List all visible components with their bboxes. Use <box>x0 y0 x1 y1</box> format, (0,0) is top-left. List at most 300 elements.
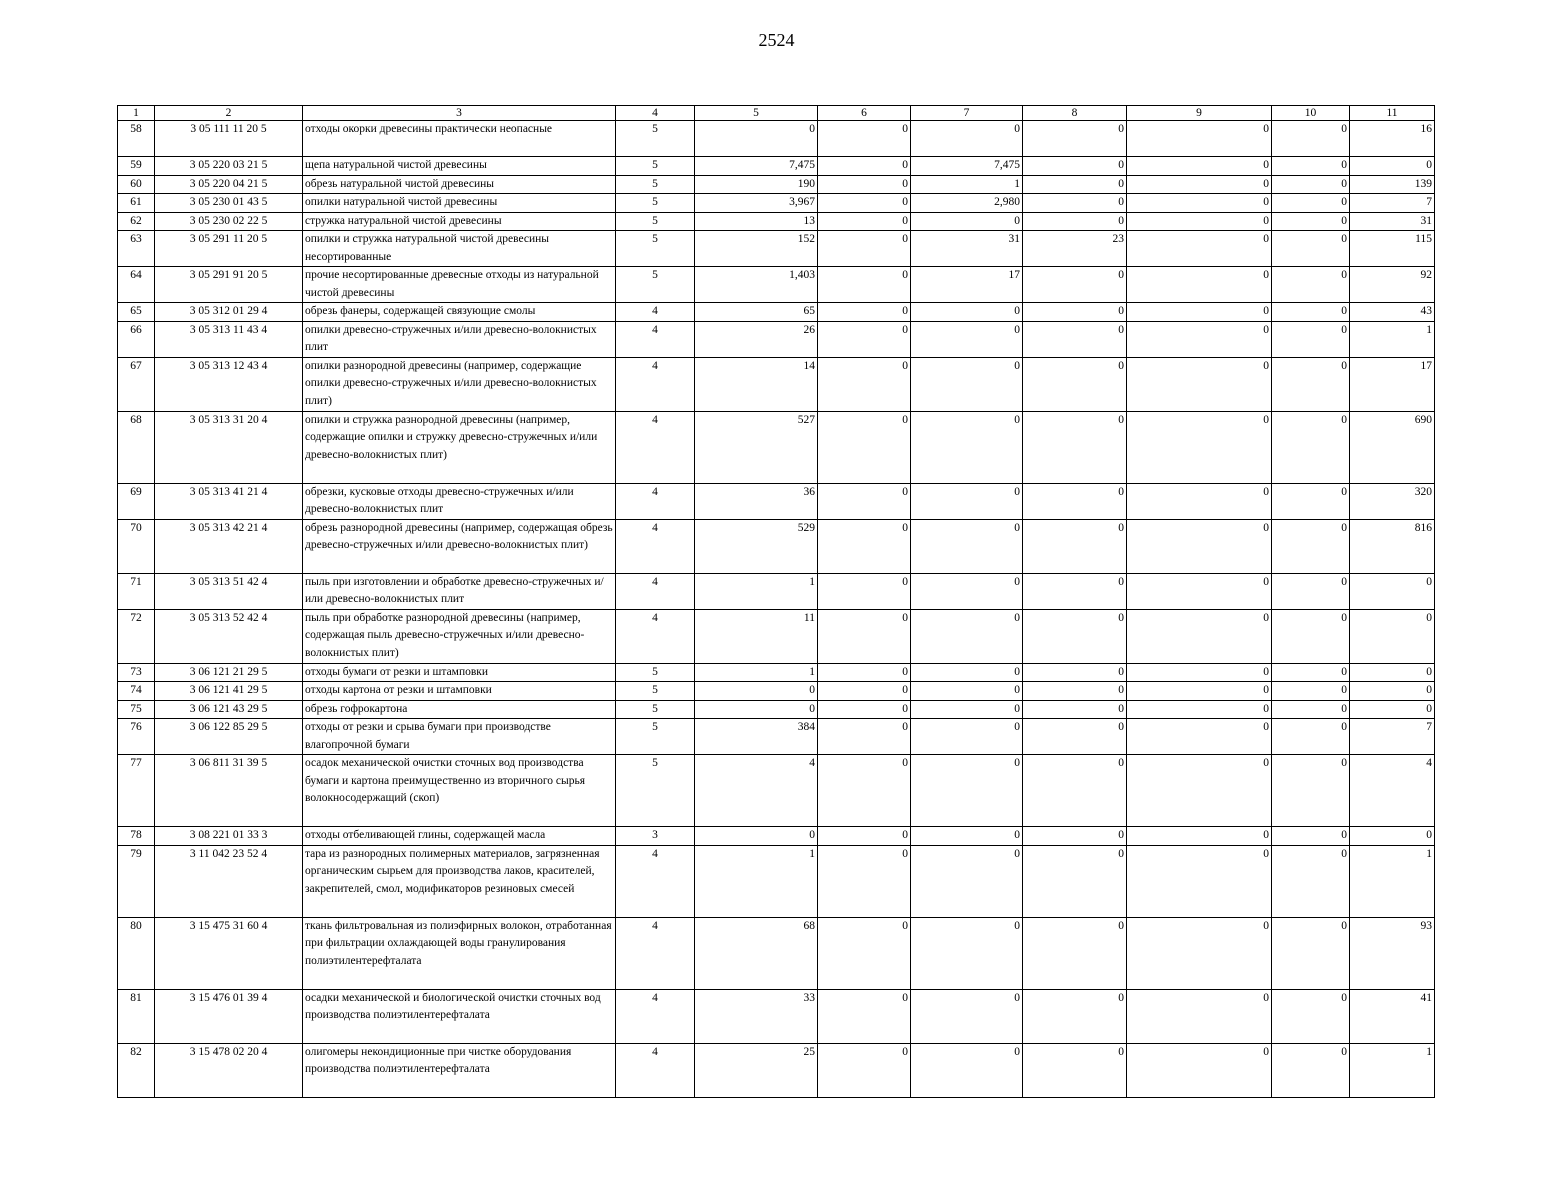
value-cell: 43 <box>1350 303 1435 322</box>
value-cell: 7,475 <box>911 157 1023 176</box>
row-number-cell: 76 <box>118 719 155 755</box>
value-cell: 0 <box>911 663 1023 682</box>
table-row <box>118 609 1435 663</box>
table-row <box>118 121 1435 157</box>
table-body <box>118 106 1435 1098</box>
waste-code-cell: 3 05 291 91 20 5 <box>155 267 303 303</box>
table-row <box>118 175 1435 194</box>
value-cell: 0 <box>1023 917 1127 989</box>
row-number-cell: 74 <box>118 682 155 701</box>
value-cell: 0 <box>1023 483 1127 519</box>
hazard-class-cell: 4 <box>616 1043 695 1097</box>
value-cell: 0 <box>695 121 818 157</box>
table-row <box>118 267 1435 303</box>
value-cell: 0 <box>818 609 911 663</box>
column-header: 10 <box>1272 106 1350 121</box>
value-cell: 0 <box>1127 682 1272 701</box>
waste-name-cell: тара из разнородных полимерных материалов, загрязненная органическим сырьем для производства лаков, красителей, закрепителей, смол, модификаторов резиновых смесей <box>303 845 616 917</box>
value-cell: 0 <box>1272 917 1350 989</box>
table-header-row <box>118 106 1435 121</box>
value-cell: 0 <box>911 845 1023 917</box>
waste-code-cell: 3 15 476 01 39 4 <box>155 989 303 1043</box>
value-cell: 0 <box>911 212 1023 231</box>
value-cell: 384 <box>695 719 818 755</box>
row-number-cell: 67 <box>118 357 155 411</box>
value-cell: 0 <box>1127 917 1272 989</box>
hazard-class-cell: 4 <box>616 483 695 519</box>
table-row <box>118 845 1435 917</box>
value-cell: 65 <box>695 303 818 322</box>
value-cell: 0 <box>818 663 911 682</box>
waste-name-cell: опилки и стружка натуральной чистой древесины несортированные <box>303 231 616 267</box>
hazard-class-cell: 4 <box>616 321 695 357</box>
value-cell: 2,980 <box>911 194 1023 213</box>
row-number-cell: 62 <box>118 212 155 231</box>
table-row <box>118 682 1435 701</box>
waste-name-cell: обрезь разнородной древесины (например, содержащая обрезь древесно-стружечных и/или древесно-волокнистых плит) <box>303 519 616 573</box>
value-cell: 41 <box>1350 989 1435 1043</box>
value-cell: 0 <box>1272 157 1350 176</box>
value-cell: 0 <box>1127 175 1272 194</box>
value-cell: 0 <box>818 573 911 609</box>
value-cell: 1 <box>911 175 1023 194</box>
value-cell: 1 <box>695 573 818 609</box>
waste-code-cell: 3 05 313 42 21 4 <box>155 519 303 573</box>
value-cell: 0 <box>1023 321 1127 357</box>
value-cell: 0 <box>1350 573 1435 609</box>
table-row <box>118 700 1435 719</box>
value-cell: 0 <box>1127 845 1272 917</box>
row-number-cell: 75 <box>118 700 155 719</box>
value-cell: 0 <box>1350 827 1435 846</box>
value-cell: 0 <box>1272 175 1350 194</box>
waste-code-cell: 3 06 122 85 29 5 <box>155 719 303 755</box>
row-number-cell: 80 <box>118 917 155 989</box>
value-cell: 0 <box>911 827 1023 846</box>
value-cell: 0 <box>1272 121 1350 157</box>
value-cell: 0 <box>1023 609 1127 663</box>
column-header: 2 <box>155 106 303 121</box>
value-cell: 0 <box>1272 303 1350 322</box>
value-cell: 0 <box>818 303 911 322</box>
value-cell: 0 <box>1023 845 1127 917</box>
waste-code-cell: 3 06 121 21 29 5 <box>155 663 303 682</box>
value-cell: 0 <box>818 157 911 176</box>
value-cell: 0 <box>818 267 911 303</box>
waste-name-cell: отходы от резки и срыва бумаги при производстве влагопрочной бумаги <box>303 719 616 755</box>
waste-code-cell: 3 06 811 31 39 5 <box>155 755 303 827</box>
hazard-class-cell: 4 <box>616 357 695 411</box>
value-cell: 3,967 <box>695 194 818 213</box>
page-number: 2524 <box>758 30 795 50</box>
value-cell: 0 <box>1023 827 1127 846</box>
value-cell: 0 <box>695 682 818 701</box>
value-cell: 0 <box>1023 519 1127 573</box>
hazard-class-cell: 4 <box>616 609 695 663</box>
waste-name-cell: осадки механической и биологической очистки сточных вод производства полиэтилентерефталата <box>303 989 616 1043</box>
row-number-cell: 79 <box>118 845 155 917</box>
waste-code-cell: 3 06 121 43 29 5 <box>155 700 303 719</box>
value-cell: 36 <box>695 483 818 519</box>
value-cell: 0 <box>1272 411 1350 483</box>
value-cell: 0 <box>1023 303 1127 322</box>
value-cell: 0 <box>818 827 911 846</box>
value-cell: 68 <box>695 917 818 989</box>
value-cell: 0 <box>695 827 818 846</box>
waste-table <box>117 105 1435 1098</box>
value-cell: 93 <box>1350 917 1435 989</box>
row-number-cell: 65 <box>118 303 155 322</box>
value-cell: 0 <box>911 917 1023 989</box>
hazard-class-cell: 4 <box>616 917 695 989</box>
value-cell: 7 <box>1350 719 1435 755</box>
hazard-class-cell: 5 <box>616 755 695 827</box>
value-cell: 0 <box>1127 483 1272 519</box>
hazard-class-cell: 5 <box>616 212 695 231</box>
value-cell: 1 <box>695 845 818 917</box>
value-cell: 0 <box>1272 1043 1350 1097</box>
value-cell: 0 <box>1272 194 1350 213</box>
table-row <box>118 663 1435 682</box>
value-cell: 527 <box>695 411 818 483</box>
value-cell: 0 <box>1350 682 1435 701</box>
column-header: 9 <box>1127 106 1272 121</box>
value-cell: 0 <box>1127 609 1272 663</box>
value-cell: 0 <box>1127 231 1272 267</box>
waste-name-cell: осадок механической очистки сточных вод производства бумаги и картона преимущественно из вторичного сырья волокносодержащий (скоп) <box>303 755 616 827</box>
column-header: 7 <box>911 106 1023 121</box>
value-cell: 0 <box>1272 212 1350 231</box>
value-cell: 0 <box>1272 682 1350 701</box>
value-cell: 0 <box>1023 1043 1127 1097</box>
table-row <box>118 1043 1435 1097</box>
waste-code-cell: 3 05 313 41 21 4 <box>155 483 303 519</box>
waste-name-cell: опилки древесно-стружечных и/или древесно-волокнистых плит <box>303 321 616 357</box>
waste-code-cell: 3 05 230 01 43 5 <box>155 194 303 213</box>
value-cell: 0 <box>818 231 911 267</box>
column-header: 3 <box>303 106 616 121</box>
hazard-class-cell: 5 <box>616 121 695 157</box>
value-cell: 0 <box>1127 1043 1272 1097</box>
hazard-class-cell: 3 <box>616 827 695 846</box>
value-cell: 0 <box>911 989 1023 1043</box>
waste-name-cell: олигомеры некондиционные при чистке оборудования производства полиэтилентерефталата <box>303 1043 616 1097</box>
value-cell: 0 <box>1023 267 1127 303</box>
value-cell: 0 <box>818 1043 911 1097</box>
hazard-class-cell: 5 <box>616 231 695 267</box>
waste-code-cell: 3 05 230 02 22 5 <box>155 212 303 231</box>
value-cell: 92 <box>1350 267 1435 303</box>
waste-name-cell: отходы окорки древесины практически неопасные <box>303 121 616 157</box>
value-cell: 0 <box>1127 573 1272 609</box>
waste-code-cell: 3 05 313 12 43 4 <box>155 357 303 411</box>
value-cell: 0 <box>911 573 1023 609</box>
hazard-class-cell: 4 <box>616 845 695 917</box>
value-cell: 115 <box>1350 231 1435 267</box>
value-cell: 0 <box>1272 357 1350 411</box>
value-cell: 0 <box>911 719 1023 755</box>
waste-code-cell: 3 15 478 02 20 4 <box>155 1043 303 1097</box>
value-cell: 0 <box>1272 573 1350 609</box>
value-cell: 4 <box>695 755 818 827</box>
hazard-class-cell: 5 <box>616 267 695 303</box>
value-cell: 0 <box>911 682 1023 701</box>
value-cell: 0 <box>818 682 911 701</box>
waste-name-cell: обрезь натуральной чистой древесины <box>303 175 616 194</box>
waste-code-cell: 3 05 220 04 21 5 <box>155 175 303 194</box>
value-cell: 0 <box>1272 609 1350 663</box>
value-cell: 0 <box>1272 231 1350 267</box>
value-cell: 0 <box>1127 719 1272 755</box>
row-number-cell: 61 <box>118 194 155 213</box>
value-cell: 1 <box>695 663 818 682</box>
value-cell: 0 <box>911 121 1023 157</box>
hazard-class-cell: 4 <box>616 411 695 483</box>
hazard-class-cell: 5 <box>616 719 695 755</box>
row-number-cell: 70 <box>118 519 155 573</box>
value-cell: 0 <box>818 121 911 157</box>
hazard-class-cell: 4 <box>616 519 695 573</box>
value-cell: 1,403 <box>695 267 818 303</box>
waste-name-cell: обрезь гофрокартона <box>303 700 616 719</box>
value-cell: 0 <box>1350 609 1435 663</box>
value-cell: 1 <box>1350 845 1435 917</box>
value-cell: 816 <box>1350 519 1435 573</box>
value-cell: 0 <box>1023 357 1127 411</box>
waste-name-cell: щепа натуральной чистой древесины <box>303 157 616 176</box>
waste-name-cell: опилки натуральной чистой древесины <box>303 194 616 213</box>
value-cell: 1 <box>1350 321 1435 357</box>
value-cell: 152 <box>695 231 818 267</box>
value-cell: 0 <box>818 483 911 519</box>
waste-code-cell: 3 05 313 11 43 4 <box>155 321 303 357</box>
value-cell: 190 <box>695 175 818 194</box>
value-cell: 0 <box>818 175 911 194</box>
value-cell: 0 <box>911 519 1023 573</box>
column-header: 1 <box>118 106 155 121</box>
table-row <box>118 519 1435 573</box>
value-cell: 0 <box>818 845 911 917</box>
value-cell: 0 <box>818 321 911 357</box>
hazard-class-cell: 5 <box>616 682 695 701</box>
value-cell: 0 <box>818 719 911 755</box>
value-cell: 16 <box>1350 121 1435 157</box>
row-number-cell: 66 <box>118 321 155 357</box>
value-cell: 0 <box>818 212 911 231</box>
value-cell: 0 <box>1127 357 1272 411</box>
table-row <box>118 483 1435 519</box>
value-cell: 0 <box>911 700 1023 719</box>
value-cell: 33 <box>695 989 818 1043</box>
value-cell: 0 <box>1023 411 1127 483</box>
value-cell: 0 <box>1272 700 1350 719</box>
value-cell: 0 <box>1127 157 1272 176</box>
value-cell: 0 <box>911 609 1023 663</box>
row-number-cell: 73 <box>118 663 155 682</box>
value-cell: 0 <box>1023 700 1127 719</box>
column-header: 5 <box>695 106 818 121</box>
value-cell: 0 <box>911 321 1023 357</box>
column-header: 11 <box>1350 106 1435 121</box>
value-cell: 0 <box>818 755 911 827</box>
value-cell: 0 <box>818 700 911 719</box>
value-cell: 320 <box>1350 483 1435 519</box>
value-cell: 0 <box>1127 755 1272 827</box>
hazard-class-cell: 5 <box>616 175 695 194</box>
hazard-class-cell: 4 <box>616 573 695 609</box>
value-cell: 0 <box>818 519 911 573</box>
hazard-class-cell: 5 <box>616 663 695 682</box>
column-header: 6 <box>818 106 911 121</box>
value-cell: 0 <box>1127 700 1272 719</box>
value-cell: 0 <box>1023 719 1127 755</box>
hazard-class-cell: 4 <box>616 303 695 322</box>
value-cell: 0 <box>1023 573 1127 609</box>
table-row <box>118 303 1435 322</box>
hazard-class-cell: 5 <box>616 700 695 719</box>
value-cell: 0 <box>1023 682 1127 701</box>
value-cell: 0 <box>695 700 818 719</box>
value-cell: 17 <box>911 267 1023 303</box>
waste-name-cell: опилки и стружка разнородной древесины (например, содержащие опилки и стружку древесно-стружечных и/или древесно-волокнистых плит) <box>303 411 616 483</box>
waste-name-cell: отходы отбеливающей глины, содержащей масла <box>303 827 616 846</box>
table-row <box>118 989 1435 1043</box>
value-cell: 0 <box>818 917 911 989</box>
table-row <box>118 357 1435 411</box>
value-cell: 0 <box>1023 212 1127 231</box>
table-row <box>118 321 1435 357</box>
value-cell: 690 <box>1350 411 1435 483</box>
value-cell: 0 <box>1127 519 1272 573</box>
value-cell: 0 <box>1023 663 1127 682</box>
waste-name-cell: отходы картона от резки и штамповки <box>303 682 616 701</box>
table-row <box>118 917 1435 989</box>
value-cell: 0 <box>1272 267 1350 303</box>
value-cell: 0 <box>1023 755 1127 827</box>
waste-code-cell: 3 05 291 11 20 5 <box>155 231 303 267</box>
value-cell: 26 <box>695 321 818 357</box>
table-row <box>118 755 1435 827</box>
value-cell: 0 <box>911 1043 1023 1097</box>
waste-name-cell: отходы бумаги от резки и штамповки <box>303 663 616 682</box>
column-header: 8 <box>1023 106 1127 121</box>
table-row <box>118 411 1435 483</box>
waste-code-cell: 3 15 475 31 60 4 <box>155 917 303 989</box>
column-header: 4 <box>616 106 695 121</box>
value-cell: 7 <box>1350 194 1435 213</box>
row-number-cell: 69 <box>118 483 155 519</box>
value-cell: 0 <box>1272 321 1350 357</box>
value-cell: 0 <box>1350 700 1435 719</box>
value-cell: 0 <box>1272 845 1350 917</box>
value-cell: 0 <box>1023 157 1127 176</box>
value-cell: 0 <box>818 357 911 411</box>
row-number-cell: 78 <box>118 827 155 846</box>
table-row <box>118 157 1435 176</box>
value-cell: 0 <box>1023 121 1127 157</box>
value-cell: 0 <box>1127 411 1272 483</box>
row-number-cell: 59 <box>118 157 155 176</box>
value-cell: 31 <box>911 231 1023 267</box>
value-cell: 0 <box>1023 989 1127 1043</box>
row-number-cell: 81 <box>118 989 155 1043</box>
row-number-cell: 77 <box>118 755 155 827</box>
value-cell: 0 <box>1272 719 1350 755</box>
value-cell: 0 <box>1127 303 1272 322</box>
waste-name-cell: пыль при изготовлении и обработке древесно-стружечных и/или древесно-волокнистых плит <box>303 573 616 609</box>
waste-name-cell: ткань фильтровальная из полиэфирных волокон, отработанная при фильтрации охлаждающей воды гранулирования полиэтилентерефталата <box>303 917 616 989</box>
value-cell: 23 <box>1023 231 1127 267</box>
waste-name-cell: опилки разнородной древесины (например, содержащие опилки древесно-стружечных и/или древесно-волокнистых плит) <box>303 357 616 411</box>
waste-code-cell: 3 05 220 03 21 5 <box>155 157 303 176</box>
waste-code-cell: 3 05 313 31 20 4 <box>155 411 303 483</box>
row-number-cell: 63 <box>118 231 155 267</box>
value-cell: 0 <box>1272 755 1350 827</box>
hazard-class-cell: 5 <box>616 157 695 176</box>
value-cell: 0 <box>1272 483 1350 519</box>
waste-code-cell: 3 05 313 52 42 4 <box>155 609 303 663</box>
value-cell: 0 <box>1272 989 1350 1043</box>
value-cell: 0 <box>1127 663 1272 682</box>
waste-name-cell: прочие несортированные древесные отходы из натуральной чистой древесины <box>303 267 616 303</box>
value-cell: 17 <box>1350 357 1435 411</box>
value-cell: 0 <box>1023 175 1127 194</box>
value-cell: 0 <box>1023 194 1127 213</box>
value-cell: 529 <box>695 519 818 573</box>
value-cell: 0 <box>1350 663 1435 682</box>
value-cell: 31 <box>1350 212 1435 231</box>
waste-code-cell: 3 06 121 41 29 5 <box>155 682 303 701</box>
value-cell: 0 <box>911 357 1023 411</box>
value-cell: 0 <box>818 411 911 483</box>
value-cell: 0 <box>1350 157 1435 176</box>
waste-code-cell: 3 05 313 51 42 4 <box>155 573 303 609</box>
value-cell: 0 <box>1127 989 1272 1043</box>
value-cell: 0 <box>1127 121 1272 157</box>
value-cell: 0 <box>818 989 911 1043</box>
row-number-cell: 64 <box>118 267 155 303</box>
value-cell: 0 <box>1272 827 1350 846</box>
row-number-cell: 72 <box>118 609 155 663</box>
waste-name-cell: обрезки, кусковые отходы древесно-стружечных и/или древесно-волокнистых плит <box>303 483 616 519</box>
value-cell: 0 <box>1272 663 1350 682</box>
hazard-class-cell: 5 <box>616 194 695 213</box>
value-cell: 7,475 <box>695 157 818 176</box>
table-row <box>118 573 1435 609</box>
table-row <box>118 719 1435 755</box>
value-cell: 1 <box>1350 1043 1435 1097</box>
value-cell: 4 <box>1350 755 1435 827</box>
value-cell: 0 <box>911 303 1023 322</box>
value-cell: 0 <box>911 483 1023 519</box>
row-number-cell: 60 <box>118 175 155 194</box>
row-number-cell: 71 <box>118 573 155 609</box>
value-cell: 13 <box>695 212 818 231</box>
waste-code-cell: 3 08 221 01 33 3 <box>155 827 303 846</box>
value-cell: 0 <box>1127 212 1272 231</box>
row-number-cell: 68 <box>118 411 155 483</box>
waste-name-cell: пыль при обработке разнородной древесины (например, содержащая пыль древесно-стружечных и/или древесно-волокнистых плит) <box>303 609 616 663</box>
table-row <box>118 231 1435 267</box>
value-cell: 25 <box>695 1043 818 1097</box>
waste-name-cell: обрезь фанеры, содержащей связующие смолы <box>303 303 616 322</box>
value-cell: 139 <box>1350 175 1435 194</box>
table-row <box>118 827 1435 846</box>
table-row <box>118 212 1435 231</box>
hazard-class-cell: 4 <box>616 989 695 1043</box>
value-cell: 0 <box>1127 194 1272 213</box>
row-number-cell: 82 <box>118 1043 155 1097</box>
